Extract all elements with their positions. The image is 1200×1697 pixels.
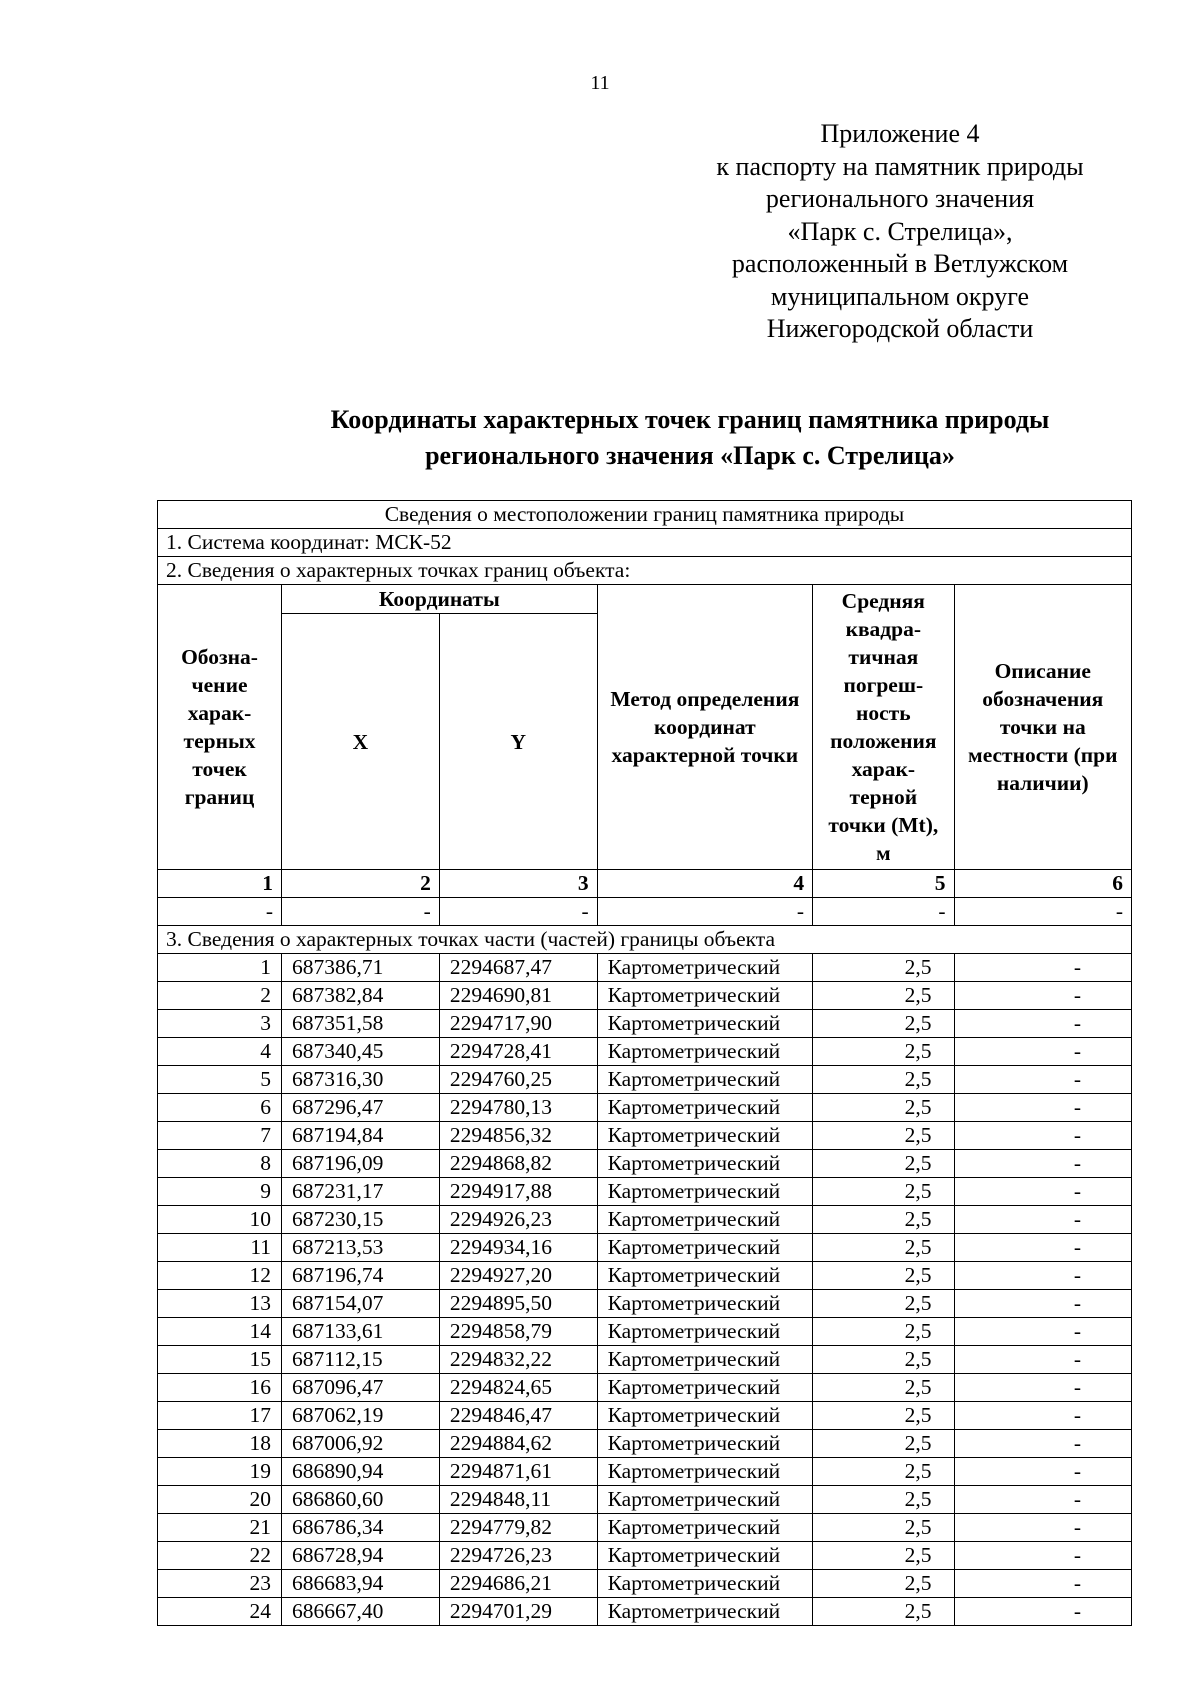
coord-y: 2294856,32 [439,1122,597,1150]
coord-x: 687382,84 [282,982,440,1010]
point-number: 20 [158,1486,282,1514]
appendix-header [660,118,1140,346]
coord-x: 686683,94 [282,1570,440,1598]
error-cell: 2,5 [813,1430,954,1458]
coord-x: 687231,17 [282,1178,440,1206]
point-number: 17 [158,1402,282,1430]
coord-y: 2294871,61 [439,1458,597,1486]
method-cell: Картометрический [597,1290,812,1318]
coord-y: 2294846,47 [439,1402,597,1430]
error-cell: 2,5 [813,1570,954,1598]
point-number: 23 [158,1570,282,1598]
point-number: 12 [158,1262,282,1290]
point-number: 6 [158,1094,282,1122]
coord-y: 2294927,20 [439,1262,597,1290]
description-cell: - [954,1122,1131,1150]
method-cell: Картометрический [597,1374,812,1402]
empty-cell: - [813,898,954,926]
coord-x: 687296,47 [282,1094,440,1122]
method-cell: Картометрический [597,1122,812,1150]
table-row [158,1010,1132,1038]
appendix-line: «Парк с. Стрелица», [787,216,1013,246]
column-number: 2 [282,870,440,898]
coord-y: 2294917,88 [439,1178,597,1206]
coord-y: 2294726,23 [439,1542,597,1570]
coord-y: 2294934,16 [439,1234,597,1262]
table-row [158,1346,1132,1374]
coord-x: 686786,34 [282,1514,440,1542]
point-number: 15 [158,1346,282,1374]
error-cell: 2,5 [813,1262,954,1290]
empty-cell: - [597,898,812,926]
coord-x: 687133,61 [282,1318,440,1346]
coord-y: 2294848,11 [439,1486,597,1514]
coord-y: 2294701,29 [439,1598,597,1626]
table-row [158,1150,1132,1178]
page-number: 11 [590,72,610,94]
table-row [158,1206,1132,1234]
error-cell: 2,5 [813,1402,954,1430]
section-boundary-points: 2. Сведения о характерных точках границ объекта: [158,557,1132,585]
point-number: 19 [158,1458,282,1486]
coord-y: 2294728,41 [439,1038,597,1066]
description-cell: - [954,954,1131,982]
point-number: 11 [158,1234,282,1262]
point-number: 5 [158,1066,282,1094]
coord-x: 686667,40 [282,1598,440,1626]
method-cell: Картометрический [597,954,812,982]
description-cell: - [954,1542,1131,1570]
document-title [250,402,1130,474]
table-caption: Сведения о местоположении границ памятника природы [158,501,1132,529]
method-cell: Картометрический [597,1318,812,1346]
description-cell: - [954,1346,1131,1374]
coord-y: 2294717,90 [439,1010,597,1038]
point-number: 2 [158,982,282,1010]
method-cell: Картометрический [597,1402,812,1430]
error-cell: 2,5 [813,1346,954,1374]
table-row [158,1262,1132,1290]
description-cell: - [954,1094,1131,1122]
method-cell: Картометрический [597,1038,812,1066]
error-cell: 2,5 [813,1514,954,1542]
table-row [158,1066,1132,1094]
error-cell: 2,5 [813,1066,954,1094]
method-cell: Картометрический [597,1598,812,1626]
coord-x: 687351,58 [282,1010,440,1038]
column-number: 4 [597,870,812,898]
coord-y: 2294858,79 [439,1318,597,1346]
appendix-line: муниципальном округе [770,281,1030,311]
point-number: 16 [158,1374,282,1402]
header-designation: Обозна-чение харак-терных точек границ [158,585,282,870]
coord-x: 687194,84 [282,1122,440,1150]
description-cell: - [954,1486,1131,1514]
table-row [158,1374,1132,1402]
method-cell: Картометрический [597,1094,812,1122]
description-cell: - [954,1206,1131,1234]
error-cell: 2,5 [813,1178,954,1206]
description-cell: - [954,1066,1131,1094]
coord-x: 687154,07 [282,1290,440,1318]
error-cell: 2,5 [813,1486,954,1514]
coordinate-system: 1. Система координат: МСК-52 [158,529,1132,557]
coord-x: 686860,60 [282,1486,440,1514]
point-number: 3 [158,1010,282,1038]
method-cell: Картометрический [597,1514,812,1542]
coord-y: 2294686,21 [439,1570,597,1598]
error-cell: 2,5 [813,1374,954,1402]
error-cell: 2,5 [813,1290,954,1318]
empty-cell: - [282,898,440,926]
point-number: 24 [158,1598,282,1626]
header-y: Y [439,614,597,870]
column-number: 1 [158,870,282,898]
description-cell: - [954,1430,1131,1458]
coord-x: 687316,30 [282,1066,440,1094]
point-number: 13 [158,1290,282,1318]
coord-y: 2294926,23 [439,1206,597,1234]
error-cell: 2,5 [813,1094,954,1122]
header-x: X [282,614,440,870]
coord-x: 686890,94 [282,1458,440,1486]
appendix-line: Приложение 4 [820,119,980,148]
column-number: 6 [954,870,1131,898]
header-method: Метод определения координат характерной точки [597,585,812,870]
description-cell: - [954,1458,1131,1486]
appendix-line: к паспорту на памятник природы [716,151,1084,181]
coord-y: 2294895,50 [439,1290,597,1318]
coord-y: 2294824,65 [439,1374,597,1402]
coord-x: 687062,19 [282,1402,440,1430]
error-cell: 2,5 [813,1234,954,1262]
coord-y: 2294690,81 [439,982,597,1010]
point-number: 9 [158,1178,282,1206]
method-cell: Картометрический [597,982,812,1010]
coord-x: 687112,15 [282,1346,440,1374]
header-coordinates: Координаты [282,585,598,614]
description-cell: - [954,1514,1131,1542]
point-number: 10 [158,1206,282,1234]
point-number: 8 [158,1150,282,1178]
method-cell: Картометрический [597,1150,812,1178]
coord-x: 687006,92 [282,1430,440,1458]
section-part-points: 3. Сведения о характерных точках части (частей) границы объекта [158,926,1132,954]
error-cell: 2,5 [813,1206,954,1234]
description-cell: - [954,1290,1131,1318]
table-row [158,1598,1132,1626]
description-cell: - [954,1038,1131,1066]
coord-y: 2294760,25 [439,1066,597,1094]
error-cell: 2,5 [813,1598,954,1626]
coord-y: 2294868,82 [439,1150,597,1178]
description-cell: - [954,1374,1131,1402]
table-row [158,1318,1132,1346]
description-cell: - [954,1234,1131,1262]
description-cell: - [954,1318,1131,1346]
coord-y: 2294884,62 [439,1430,597,1458]
point-number: 22 [158,1542,282,1570]
method-cell: Картометрический [597,1234,812,1262]
error-cell: 2,5 [813,1010,954,1038]
table-row [158,1122,1132,1150]
column-number: 5 [813,870,954,898]
method-cell: Картометрический [597,1430,812,1458]
description-cell: - [954,1598,1131,1626]
title-line: Координаты характерных точек границ памятника природы [330,405,1050,434]
table-row [158,1514,1132,1542]
method-cell: Картометрический [597,1206,812,1234]
method-cell: Картометрический [597,1178,812,1206]
coord-x: 687340,45 [282,1038,440,1066]
header-description: Описание обозначения точки на местности (при наличии) [954,585,1131,870]
method-cell: Картометрический [597,1570,812,1598]
table-row [158,954,1132,982]
coord-x: 687386,71 [282,954,440,982]
method-cell: Картометрический [597,1010,812,1038]
coordinates-table [157,500,1132,1626]
header-error: Средняя квадра-тичная погреш-ность положения харак-терной точки (Mt), м [813,585,954,870]
error-cell: 2,5 [813,982,954,1010]
table-row [158,1038,1132,1066]
table-row [158,1178,1132,1206]
table-row [158,1290,1132,1318]
table-row [158,1458,1132,1486]
coord-x: 687196,74 [282,1262,440,1290]
table-row [158,1542,1132,1570]
coord-y: 2294779,82 [439,1514,597,1542]
table-row [158,1402,1132,1430]
point-number: 4 [158,1038,282,1066]
table-row [158,1570,1132,1598]
coord-y: 2294687,47 [439,954,597,982]
method-cell: Картометрический [597,1262,812,1290]
appendix-line: Нижегородской области [766,314,1034,343]
point-number: 21 [158,1514,282,1542]
method-cell: Картометрический [597,1066,812,1094]
point-number: 18 [158,1430,282,1458]
table-row [158,1486,1132,1514]
table-row [158,982,1132,1010]
error-cell: 2,5 [813,1318,954,1346]
error-cell: 2,5 [813,1122,954,1150]
method-cell: Картометрический [597,1486,812,1514]
method-cell: Картометрический [597,1346,812,1374]
description-cell: - [954,1570,1131,1598]
error-cell: 2,5 [813,954,954,982]
appendix-line: регионального значения [765,184,1035,213]
description-cell: - [954,1178,1131,1206]
description-cell: - [954,1150,1131,1178]
coord-y: 2294832,22 [439,1346,597,1374]
point-number: 7 [158,1122,282,1150]
point-number: 1 [158,954,282,982]
coord-x: 687230,15 [282,1206,440,1234]
column-number: 3 [439,870,597,898]
coord-y: 2294780,13 [439,1094,597,1122]
description-cell: - [954,1010,1131,1038]
description-cell: - [954,1402,1131,1430]
description-cell: - [954,1262,1131,1290]
description-cell: - [954,982,1131,1010]
table-row [158,1430,1132,1458]
empty-cell: - [439,898,597,926]
coord-x: 687196,09 [282,1150,440,1178]
method-cell: Картометрический [597,1458,812,1486]
table-row [158,1234,1132,1262]
coord-x: 687213,53 [282,1234,440,1262]
title-line: регионального значения «Парк с. Стрелица» [425,441,955,470]
method-cell: Картометрический [597,1542,812,1570]
error-cell: 2,5 [813,1542,954,1570]
coord-x: 687096,47 [282,1374,440,1402]
table-row [158,1094,1132,1122]
error-cell: 2,5 [813,1150,954,1178]
error-cell: 2,5 [813,1038,954,1066]
empty-cell: - [158,898,282,926]
empty-cell: - [954,898,1131,926]
error-cell: 2,5 [813,1458,954,1486]
coord-x: 686728,94 [282,1542,440,1570]
point-number: 14 [158,1318,282,1346]
appendix-line: расположенный в Ветлужском [731,249,1069,278]
